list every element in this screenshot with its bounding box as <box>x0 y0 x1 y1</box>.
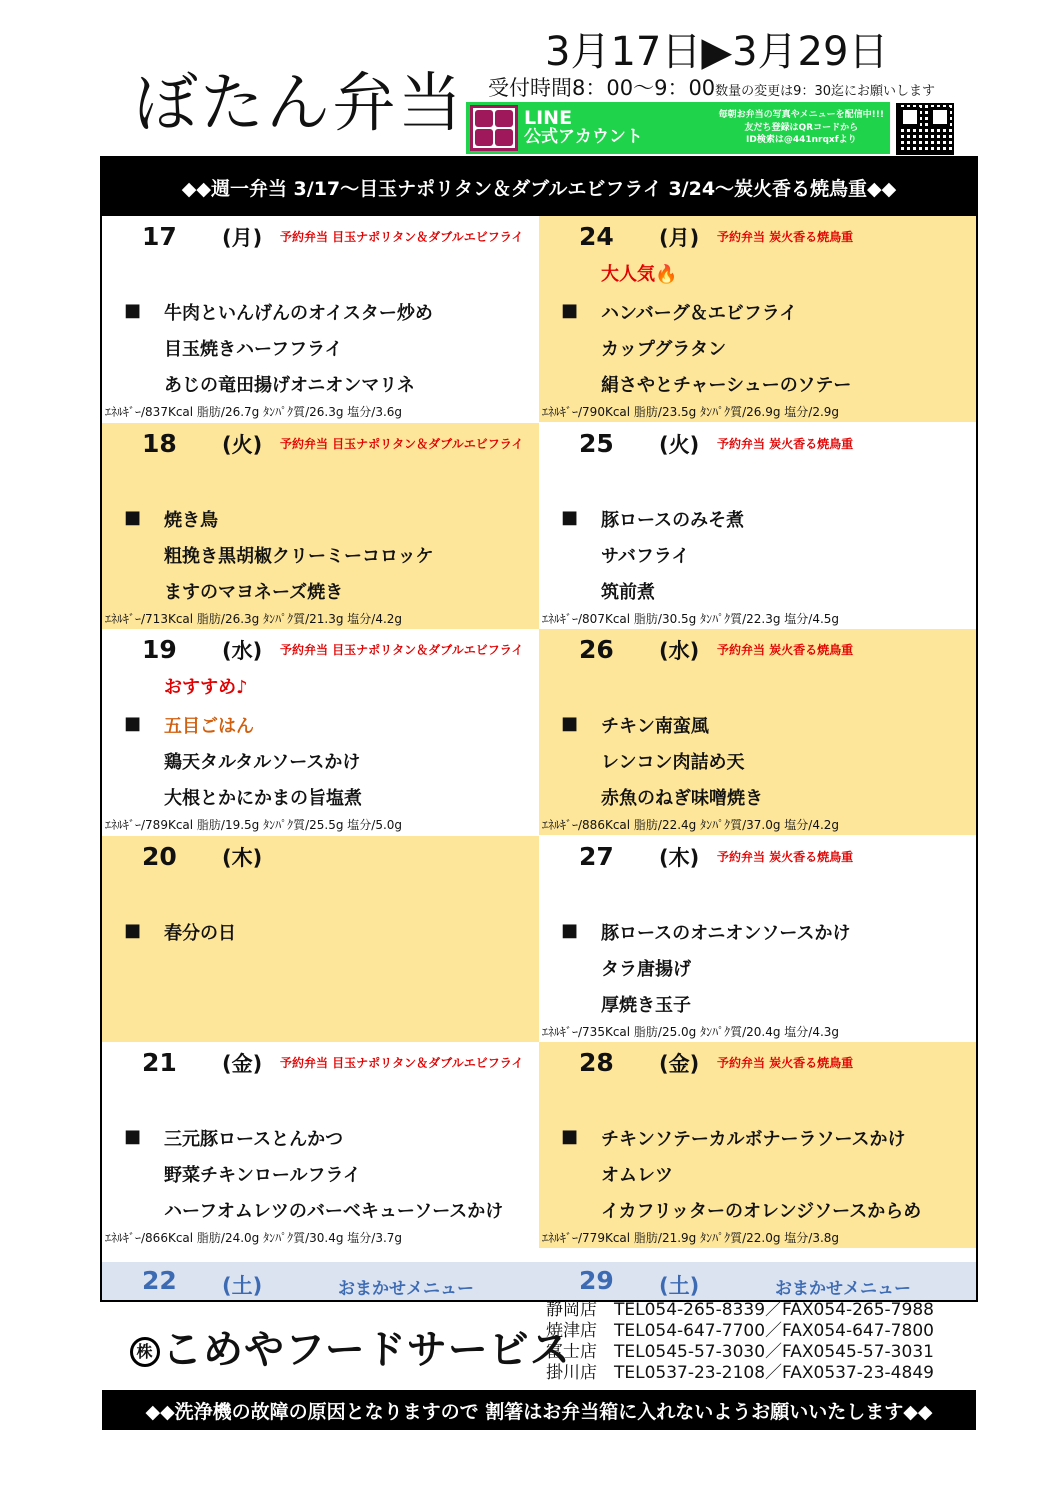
nutrition-info: ｴﾈﾙｷﾞｰ/713Kcal 脂肪/26.3g ﾀﾝﾊﾟｸ質/21.3g 塩分/4.2g <box>105 611 403 626</box>
menu-item: ハンバーグ＆エビフライ <box>601 303 798 324</box>
day-number: 17 <box>142 222 177 251</box>
chopsticks-notice: ◆◆洗浄機の故障の原因となりますので 割箸はお弁当箱に入れないようお願いいたします◆◆ <box>102 1390 976 1430</box>
square-bullet-icon: ■ <box>124 1126 142 1147</box>
reserve-bento-label: 予約弁当 目玉ナポリタン＆ダブルエビフライ <box>280 436 524 451</box>
menu-item: 豚ロースのみそ煮 <box>601 509 745 531</box>
square-bullet-icon: ■ <box>561 713 579 734</box>
day-of-week: (月) <box>659 226 700 250</box>
nutrition-info: ｴﾈﾙｷﾞｰ/886Kcal 脂肪/22.4g ﾀﾝﾊﾟｸ質/37.0g 塩分/4.2g <box>542 818 840 832</box>
menu-calendar <box>100 156 978 1302</box>
saturday-dow: (土) <box>659 1274 700 1298</box>
day-cell <box>102 629 539 835</box>
menu-item: 目玉焼きハーフフライ <box>164 339 343 360</box>
line-info-1: 毎朝お弁当の写真やメニューを配信中!!! <box>718 110 884 121</box>
day-cell <box>539 836 976 1042</box>
menu-item: 筑前煮 <box>601 581 655 603</box>
day-cell <box>539 1042 976 1248</box>
day-number: 26 <box>579 635 614 664</box>
omakase-menu-label: おまかせメニュー <box>338 1279 474 1299</box>
store-fuji: 富士店 TEL0545-57-3030／FAX0545-57-3031 <box>546 1342 934 1362</box>
menu-items <box>601 709 763 817</box>
square-bullet-icon: ■ <box>561 300 579 321</box>
menu-items <box>601 1122 921 1230</box>
highlight-note: 大人気🔥 <box>601 264 678 285</box>
reception-hours <box>488 72 935 102</box>
store-yaizu: 焼津店 TEL054-647-7700／FAX054-647-7800 <box>546 1321 934 1341</box>
line-logo-icon <box>470 105 518 151</box>
square-bullet-icon: ■ <box>124 506 142 528</box>
day-of-week: (水) <box>222 639 263 663</box>
menu-items <box>601 296 851 404</box>
nutrition-info: ｴﾈﾙｷﾞｰ/807Kcal 脂肪/30.5g ﾀﾝﾊﾟｸ質/22.3g 塩分/4.5g <box>542 611 840 626</box>
day-of-week: (火) <box>659 432 700 457</box>
day-number: 18 <box>142 428 177 458</box>
menu-item: チキンソテーカルボナーラソースかけ <box>601 1129 906 1150</box>
reserve-bento-label: 予約弁当 炭火香る焼鳥重 <box>717 643 854 657</box>
menu-item: ますのマヨネーズ焼き <box>164 581 344 603</box>
reserve-bento-label: 予約弁当 目玉ナポリタン＆ダブルエビフライ <box>280 643 524 657</box>
menu-items <box>164 709 362 817</box>
square-bullet-icon: ■ <box>561 919 579 941</box>
menu-period: 3月17日▶3月29日 <box>545 29 889 75</box>
saturday-row <box>102 1262 976 1300</box>
day-of-week: (木) <box>659 845 700 870</box>
qr-code-icon[interactable] <box>896 103 954 155</box>
line-official-account-banner[interactable] <box>466 102 890 154</box>
nutrition-info: ｴﾈﾙｷﾞｰ/735Kcal 脂肪/25.0g ﾀﾝﾊﾟｸ質/20.4g 塩分/4.3g <box>542 1024 840 1039</box>
saturday-date: 29 <box>579 1266 614 1295</box>
day-number: 27 <box>579 841 614 871</box>
weekly-bento-banner: ◆◆週一弁当 3/17〜目玉ナポリタン＆ダブルエビフライ 3/24〜炭火香る焼鳥重◆◆ <box>102 158 976 216</box>
day-of-week: (金) <box>659 1052 700 1076</box>
menu-item: 赤魚のねぎ味噌焼き <box>601 788 763 809</box>
menu-item: カップグラタン <box>601 339 727 360</box>
saturday-dow: (土) <box>222 1274 263 1298</box>
day-cell <box>539 629 976 835</box>
menu-item: 豚ロースのオニオンソースかけ <box>601 922 851 944</box>
menu-item: 五目ごはん <box>164 716 254 737</box>
reception-main: 受付時間8：00〜9：00 <box>488 76 716 100</box>
day-cell <box>102 836 539 1042</box>
day-number: 19 <box>142 635 177 664</box>
reserve-bento-label: 予約弁当 炭火香る焼鳥重 <box>717 230 854 244</box>
saturday-date: 22 <box>142 1266 177 1295</box>
menu-item: タラ唐揚げ <box>601 958 691 980</box>
square-bullet-icon: ■ <box>124 713 142 734</box>
reserve-bento-label: 予約弁当 目玉ナポリタン＆ダブルエビフライ <box>280 1056 524 1070</box>
menu-items <box>164 916 236 952</box>
day-of-week: (月) <box>222 226 263 250</box>
menu-item: 厚焼き玉子 <box>601 994 691 1016</box>
store-contacts <box>546 1300 934 1384</box>
day-cell <box>539 216 976 422</box>
day-of-week: (木) <box>222 845 263 870</box>
menu-item: 大根とかにかまの旨塩煮 <box>164 788 362 809</box>
company-logo: 株 こめやフードサービス <box>130 1318 571 1375</box>
square-bullet-icon: ■ <box>561 506 579 528</box>
square-bullet-icon: ■ <box>124 919 142 941</box>
menu-items <box>601 503 744 611</box>
highlight-note: おすすめ♪ <box>164 677 248 698</box>
page-title: ぼたん弁当 <box>134 67 464 141</box>
reserve-bento-label: 予約弁当 炭火香る焼鳥重 <box>717 1056 854 1070</box>
day-cell <box>102 216 539 422</box>
square-bullet-icon: ■ <box>124 300 142 321</box>
nutrition-info: ｴﾈﾙｷﾞｰ/837Kcal 脂肪/26.7g ﾀﾝﾊﾟｸ質/26.3g 塩分/3.6g <box>105 405 403 419</box>
day-number: 28 <box>579 1048 614 1077</box>
menu-item: あじの竜田揚げオニオンマリネ <box>164 375 415 396</box>
nutrition-info: ｴﾈﾙｷﾞｰ/779Kcal 脂肪/21.9g ﾀﾝﾊﾟｸ質/22.0g 塩分/3.8g <box>542 1231 840 1245</box>
reserve-bento-label: 予約弁当 炭火香る焼鳥重 <box>717 436 854 451</box>
day-cell <box>539 423 976 629</box>
nutrition-info: ｴﾈﾙｷﾞｰ/790Kcal 脂肪/23.5g ﾀﾝﾊﾟｸ質/26.9g 塩分/2.9g <box>542 405 840 419</box>
menu-item: 三元豚ロースとんかつ <box>164 1129 344 1150</box>
menu-item: 焼き鳥 <box>164 509 218 531</box>
menu-items <box>601 916 850 1024</box>
menu-item: 牛肉といんげんのオイスター炒め <box>164 303 433 324</box>
menu-item: チキン南蛮風 <box>601 716 709 737</box>
day-number: 25 <box>579 428 614 458</box>
menu-item: イカフリッターのオレンジソースからめ <box>601 1201 922 1222</box>
day-of-week: (水) <box>659 639 700 663</box>
menu-item: 絹さやとチャーシューのソテー <box>601 375 852 396</box>
nutrition-info: ｴﾈﾙｷﾞｰ/866Kcal 脂肪/24.0g ﾀﾝﾊﾟｸ質/30.4g 塩分/3.7g <box>105 1231 403 1245</box>
day-cell <box>102 423 539 629</box>
line-info-3: ID検索は@441nrqxfより <box>746 135 857 146</box>
square-bullet-icon: ■ <box>561 1126 579 1147</box>
day-of-week: (金) <box>222 1052 263 1076</box>
menu-item: 野菜チキンロールフライ <box>164 1165 361 1186</box>
line-label: LINE <box>524 107 573 130</box>
day-number: 20 <box>142 841 177 871</box>
line-info-2: 友だち登録はQRコードから <box>744 122 859 133</box>
reception-note: 数量の変更は9：30迄にお願いします <box>715 84 935 99</box>
menu-item: レンコン肉詰め天 <box>601 752 745 773</box>
store-shizuoka: 静岡店 TEL054-265-8339／FAX054-265-7988 <box>546 1300 934 1320</box>
day-cell <box>102 1042 539 1248</box>
store-kakegawa: 掛川店 TEL0537-23-2108／FAX0537-23-4849 <box>546 1363 934 1383</box>
menu-items <box>164 503 434 611</box>
day-of-week: (火) <box>222 432 263 457</box>
menu-item: オムレツ <box>601 1165 673 1186</box>
reserve-bento-label: 予約弁当 炭火香る焼鳥重 <box>717 849 854 864</box>
menu-item: ハーフオムレツのバーベキューソースかけ <box>164 1201 504 1222</box>
day-number: 24 <box>579 222 614 251</box>
day-number: 21 <box>142 1048 177 1077</box>
menu-item: 春分の日 <box>164 922 236 944</box>
menu-item: サバフライ <box>601 545 690 567</box>
menu-item: 鶏天タルタルソースかけ <box>164 752 361 773</box>
menu-items <box>164 1122 503 1230</box>
nutrition-info: ｴﾈﾙｷﾞｰ/789Kcal 脂肪/19.5g ﾀﾝﾊﾟｸ質/25.5g 塩分/5.0g <box>105 818 403 832</box>
omakase-menu-label: おまかせメニュー <box>775 1279 911 1299</box>
official-account-label: 公式アカウント <box>524 127 643 148</box>
reserve-bento-label: 予約弁当 目玉ナポリタン＆ダブルエビフライ <box>280 230 524 244</box>
menu-item: 粗挽き黒胡椒クリーミーコロッケ <box>164 545 434 567</box>
menu-items <box>164 296 433 404</box>
